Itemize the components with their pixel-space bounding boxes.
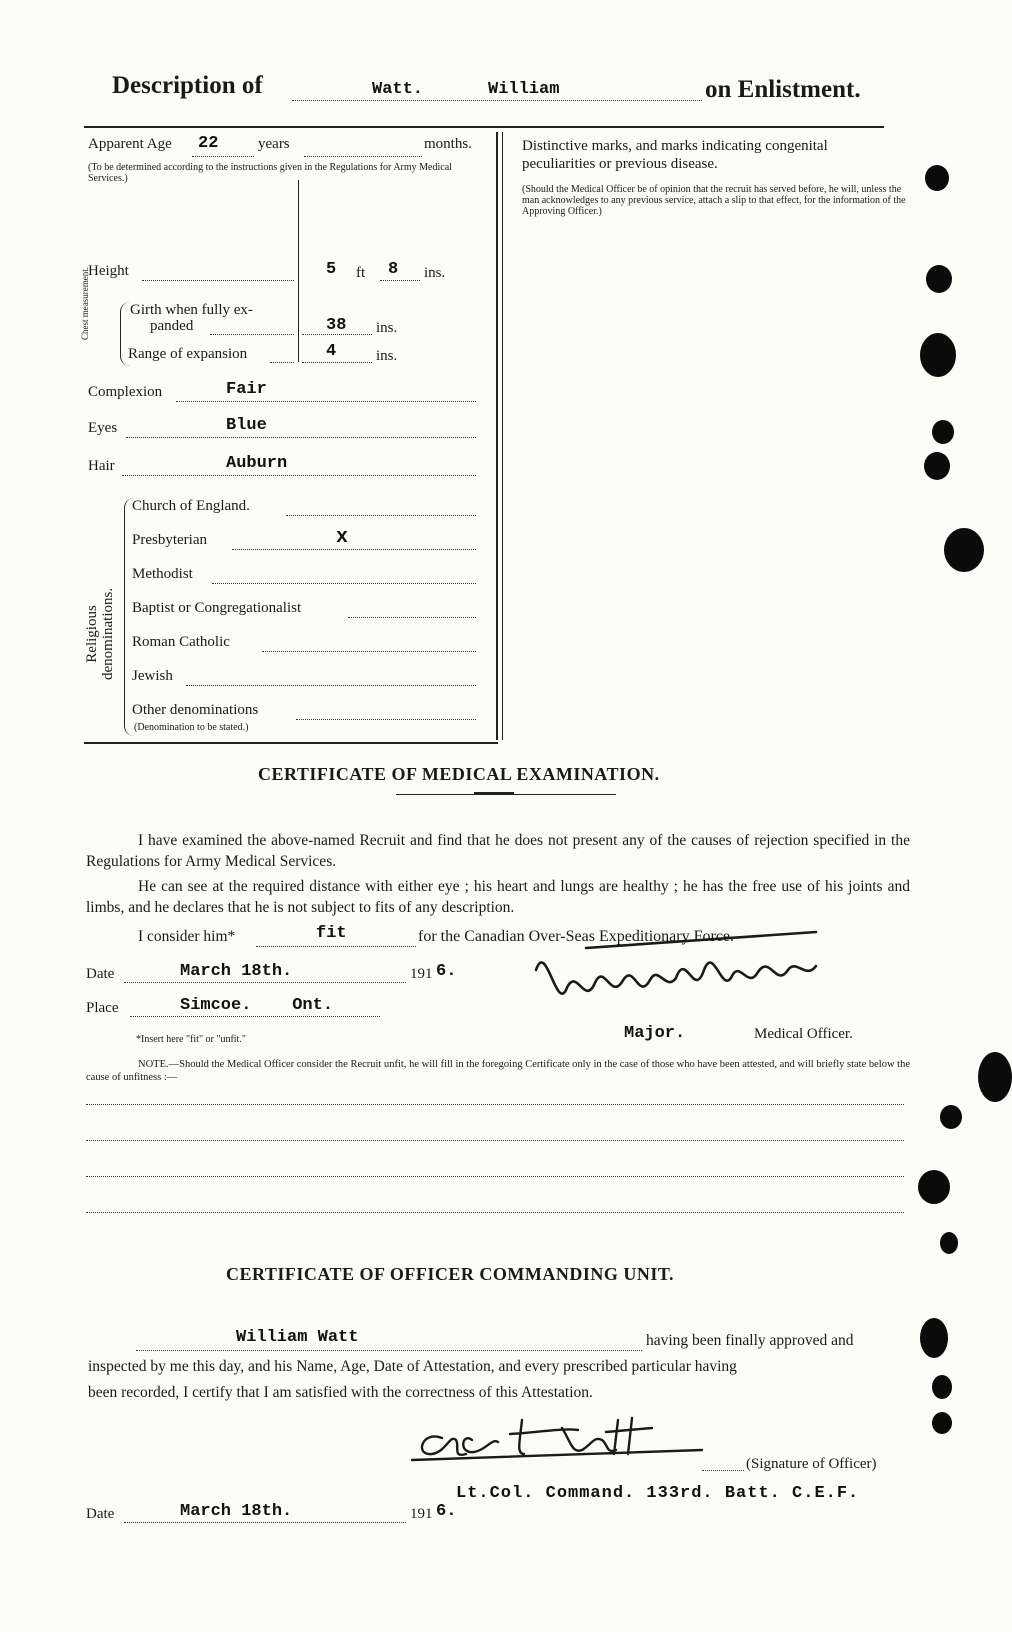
medical-date-value: March 18th. [180, 962, 293, 981]
fit-dotted-line [256, 946, 416, 947]
commanding-officer-signature [402, 1410, 732, 1470]
measure-divider [298, 180, 299, 362]
medical-officer-label: Medical Officer. [754, 1026, 853, 1042]
religion-item: Other denominations [132, 702, 259, 718]
co-name-value: William Watt [236, 1328, 359, 1347]
hair-label: Hair [88, 458, 115, 474]
left-bottom-rule [84, 742, 498, 744]
punch-hole [920, 1318, 948, 1358]
header-dotted-line [292, 100, 702, 101]
medical-note: NOTE.—Should the Medical Officer consider the Recruit unfit, he will fill in the foregoing Certificate only in the case of those who have been attested, and will briefly state below the cause of unfitness :— [86, 1059, 910, 1083]
medical-para-2: He can see at the required distance with either eye ; his heart and lungs are healthy ; he has the free use of his joints and limbs, and he declares that he is not subject to fits of any description. [86, 878, 910, 916]
complexion-value: Fair [226, 380, 267, 399]
co-date-dotted-line [124, 1522, 406, 1523]
religion-side-label-2: denominations. [100, 587, 116, 680]
punch-hole [926, 265, 952, 293]
co-para-line-3: been recorded, I certify that I am satisfied with the correctness of this Attestation. [88, 1384, 593, 1401]
complexion-dotted-line [176, 401, 476, 402]
months-label: months. [424, 136, 472, 152]
religion-dotted-line [212, 583, 476, 584]
height-dotted-line [142, 280, 294, 281]
religion-item: Baptist or Congregationalist [132, 600, 302, 616]
medical-officer-signature [526, 930, 846, 1020]
title-underline-accent [474, 792, 514, 795]
eyes-dotted-line [126, 437, 476, 438]
medical-rank: Major. [624, 1024, 686, 1043]
punch-hole [924, 452, 950, 480]
ins-label: ins. [424, 265, 446, 281]
range-ins-label: ins. [376, 348, 398, 364]
religion-side-label-1: Religious [84, 605, 100, 663]
approved-label: having been finally approved and [646, 1332, 854, 1349]
denomination-note: (Denomination to be stated.) [134, 722, 249, 733]
complexion-label: Complexion [88, 384, 163, 400]
religion-item: Church of England. [132, 498, 250, 514]
religion-dotted-line [286, 515, 476, 516]
punch-hole [925, 165, 949, 191]
punch-hole [978, 1052, 1012, 1102]
center-divider-inner [502, 132, 503, 740]
co-date-value: March 18th. [180, 1502, 293, 1521]
girth-dotted-line [210, 334, 294, 335]
signature-dotted-line [702, 1470, 744, 1471]
punch-hole [940, 1232, 958, 1254]
girth-value: 38 [326, 316, 347, 335]
age-value: 22 [198, 134, 219, 153]
hair-value: Auburn [226, 454, 288, 473]
marks-heading-2: peculiarities or previous disease. [522, 156, 718, 172]
age-note: (To be determined according to the instructions given in the Regulations for Army Medical Services.) [88, 162, 452, 184]
religion-item: Jewish [132, 668, 173, 684]
insert-note: *Insert here "fit" or "unfit." [136, 1034, 246, 1045]
religion-item: Roman Catholic [132, 634, 230, 650]
girth-label-2: panded [150, 318, 194, 334]
religion-dotted-line [348, 617, 476, 618]
surname: Watt. [372, 80, 424, 99]
religion-dotted-line [232, 549, 476, 550]
officer-title: Lt.Col. Command. 133rd. Batt. C.E.F. [456, 1484, 860, 1503]
unfit-reason-line-4 [86, 1212, 904, 1213]
medical-cert-title: CERTIFICATE OF MEDICAL EXAMINATION. [258, 764, 660, 784]
religion-item: Presbyterian [132, 532, 207, 548]
range-value: 4 [326, 342, 337, 361]
consider-label: I consider him* [138, 928, 236, 945]
girth-label-1: Girth when fully ex- [130, 302, 253, 318]
height-in-dotted-line [380, 280, 420, 281]
ft-label: ft [356, 265, 366, 281]
description-label: Description of [112, 72, 263, 99]
co-cert-title: CERTIFICATE OF OFFICER COMMANDING UNIT. [226, 1264, 675, 1284]
eyes-label: Eyes [88, 420, 118, 436]
punch-hole [920, 333, 956, 377]
medical-year-prefix: 191 [410, 966, 433, 982]
years-label: years [258, 136, 290, 152]
religion-item: Methodist [132, 566, 193, 582]
range-label: Range of expansion [128, 346, 248, 362]
unfit-reason-line-3 [86, 1176, 904, 1177]
height-ft-value: 5 [326, 260, 337, 279]
height-in-value: 8 [388, 260, 399, 279]
religion-marked: x [336, 526, 349, 549]
age-dotted-line [192, 156, 254, 157]
religion-dotted-line [296, 719, 476, 720]
place-label: Place [86, 1000, 119, 1016]
punch-hole [944, 528, 984, 572]
unfit-reason-line-2 [86, 1140, 904, 1141]
co-para-line-2: inspected by me this day, and his Name, Age, Date of Attestation, and every prescribed particular having [88, 1358, 737, 1375]
fit-value: fit [316, 924, 347, 943]
co-name-dotted-line [136, 1350, 642, 1351]
religion-dotted-line [262, 651, 476, 652]
signature-label: (Signature of Officer) [746, 1456, 877, 1472]
punch-hole [918, 1170, 950, 1204]
place-dotted-line [130, 1016, 380, 1017]
force-label: for the Canadian Over-Seas Expeditionary Force. [418, 928, 735, 945]
medical-year-digit: 6. [436, 962, 457, 981]
range-value-dotted-line [302, 362, 372, 363]
punch-hole [932, 420, 954, 444]
girth-value-dotted-line [302, 334, 372, 335]
height-label: Height [88, 263, 129, 279]
place-value: Simcoe. Ont. [180, 996, 334, 1015]
top-rule [84, 126, 884, 128]
months-dotted-line [304, 156, 422, 157]
hair-dotted-line [122, 475, 476, 476]
center-divider [496, 132, 498, 740]
medical-date-dotted-line [124, 982, 406, 983]
punch-hole [932, 1412, 952, 1434]
given-name: William [488, 80, 560, 99]
co-year-digit: 6. [436, 1502, 457, 1521]
range-dotted-line [270, 362, 294, 363]
eyes-value: Blue [226, 416, 267, 435]
religion-side-label [84, 588, 116, 680]
punch-hole [932, 1375, 952, 1399]
on-enlistment-label: on Enlistment. [705, 76, 861, 103]
co-date-label: Date [86, 1506, 115, 1522]
unfit-reason-line-1 [86, 1104, 904, 1105]
punch-hole [940, 1105, 962, 1129]
apparent-age-label: Apparent Age [88, 136, 172, 152]
girth-ins-label: ins. [376, 320, 398, 336]
co-year-prefix: 191 [410, 1506, 433, 1522]
chest-label: Chest measurement. [80, 267, 90, 340]
religion-dotted-line [186, 685, 476, 686]
medical-date-label: Date [86, 966, 115, 982]
medical-para-1: I have examined the above-named Recruit and find that he does not present any of the causes of rejection specified in the Regulations for Army Medical Services. [86, 832, 910, 870]
marks-heading-1: Distinctive marks, and marks indicating congenital [522, 138, 828, 154]
marks-note: (Should the Medical Officer be of opinion that the recruit has served before, he will, unless the man acknowledges to any previous service, attach a slip to that effect, for the information of the Approving Officer.) [522, 184, 906, 217]
